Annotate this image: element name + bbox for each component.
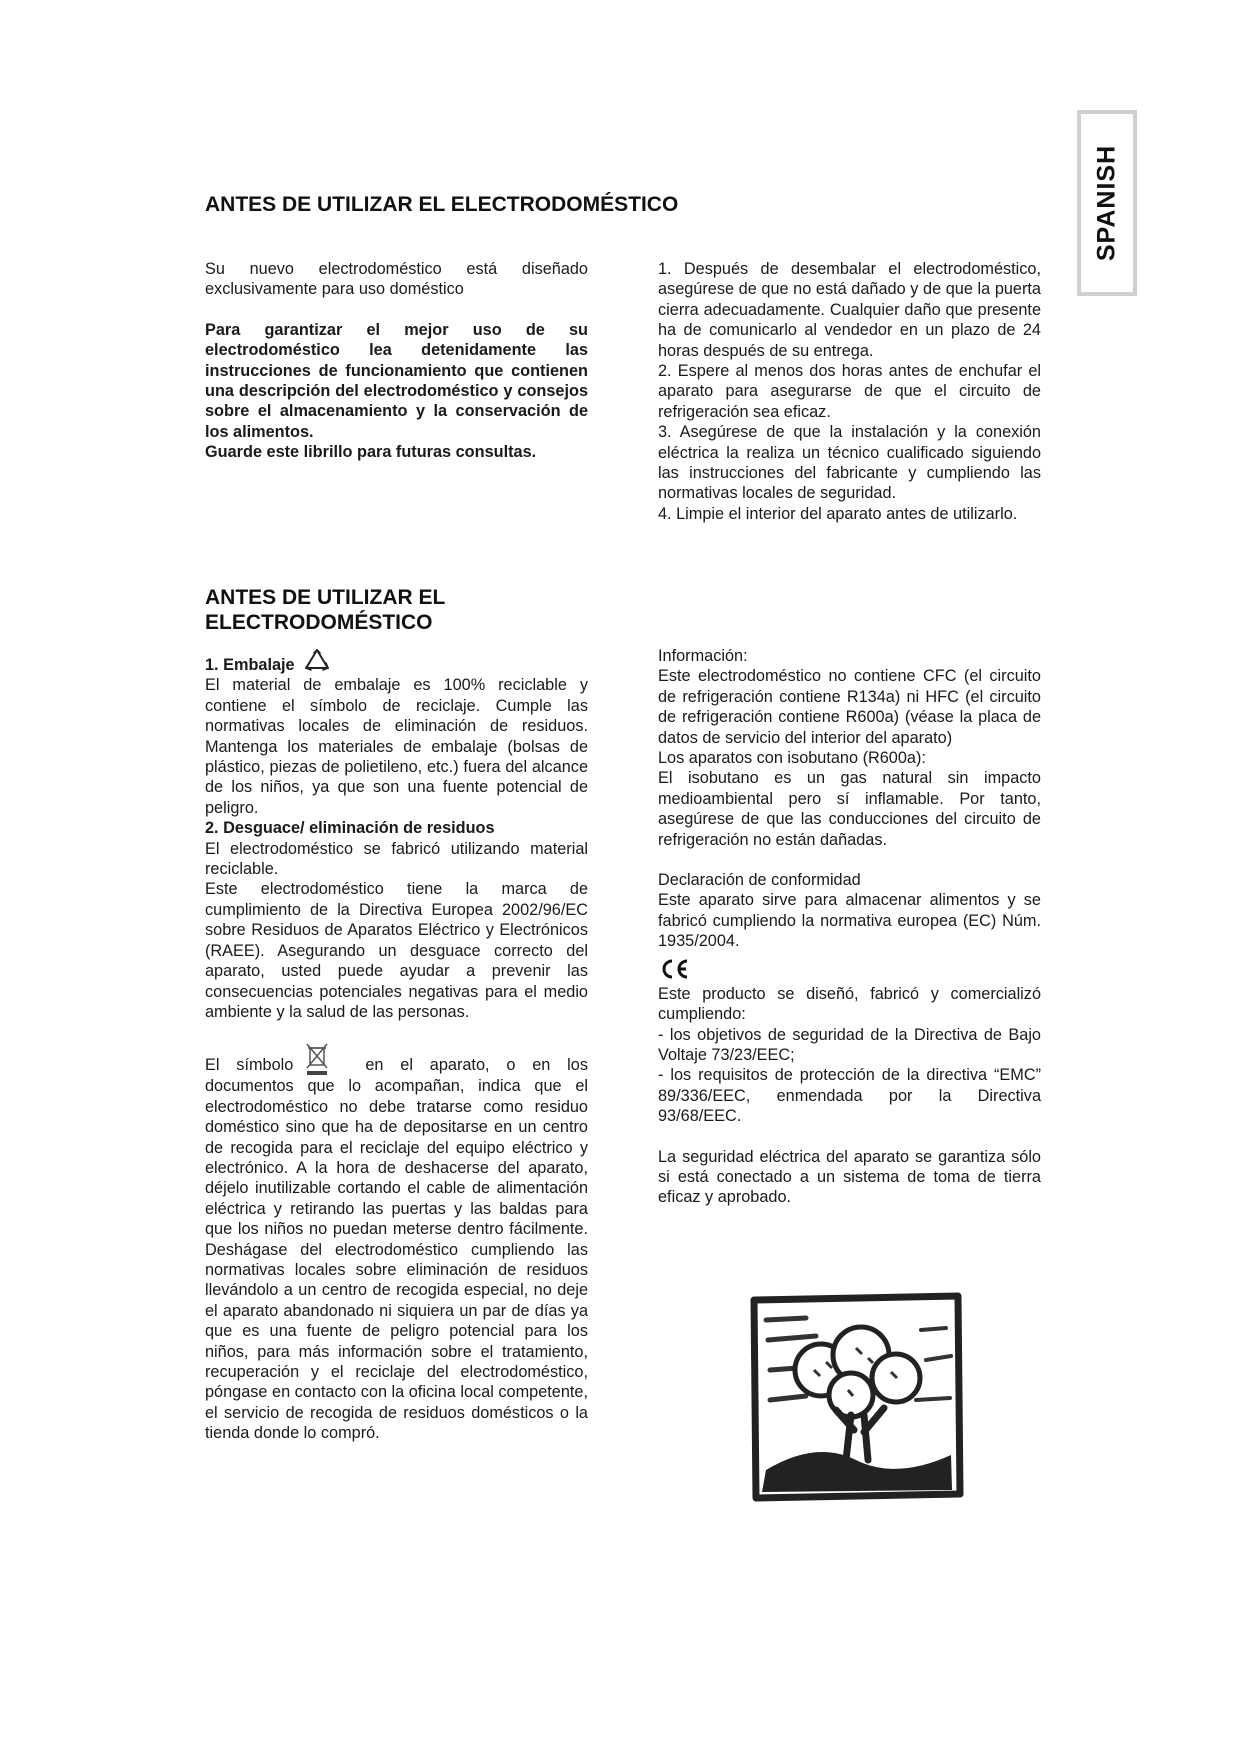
second-heading: ANTES DE UTILIZAR EL ELECTRODOMÉSTICO (205, 586, 445, 634)
low-voltage-directive: - los objetivos de seguridad de la Directiva de Bajo Voltaje 73/23/EEC; (658, 1025, 1041, 1064)
isobutane-text: El isobutano es un gas natural sin impacto medioambiental pero sí inflamable. Por tanto, asegúrese de que las conducciones del circuito de refrigeración no están dañadas. (658, 769, 1041, 849)
intro-instructions: Para garantizar el mejor uso de su electrodoméstico lea detenidamente las instrucciones de funcionamiento que contienen una descripción del electrodoméstico y consejos sobre el almacenamiento y la conservación de los alimentos. (205, 320, 588, 441)
info-conformity-section (658, 646, 1041, 1208)
packaging-disposal-section (205, 648, 588, 1444)
intro-section (205, 259, 588, 463)
recycle-icon (303, 648, 331, 674)
isobutane-title: Los aparatos con isobutano (R600a): (658, 749, 926, 768)
packaging-title-line (205, 648, 588, 675)
packaging-title: 1. Embalaje (205, 656, 295, 674)
disposal-title: 2. Desguace/ eliminación de residuos (205, 819, 495, 838)
emc-directive: - los requisitos de protección de la directiva “EMC” 89/336/EEC, enmendada por la Directiva 93/68/EEC. (658, 1066, 1041, 1126)
eco-tree-logo (746, 1290, 968, 1504)
symbol-explanation: en el aparato, o en los documentos que lo acompañan, indica que el electrodoméstico no debe tratarse como residuo doméstico sino que ha de depositarse en un centro de recogida para el reciclaje del equipo eléctrico y electrónico. A la hora de deshacerse del aparato, déjelo inutilizable cortando el cable de alimentación eléctrica y retirando las puertas y las baldas para que los niños no puedan meterse dentro fácilmente. Deshágase del electrodoméstico cumpliendo las normativas locales sobre eliminación de residuos llevándolo a un centro de recogida especial, no deje el aparato abandonado ni siquiera un par de días ya que es una fuente de peligro potencial para los niños, para más información sobre el tratamiento, recuperación y el reciclaje del electrodoméstico, póngase en contacto con la oficina local competente, el servicio de recogida de residuos domésticos o la tienda donde lo compró. (205, 1056, 588, 1443)
info-refrigerant-text: Este electrodoméstico no contiene CFC (el circuito de refrigeración contiene R134a) ni HFC (el circuito de refrigeración contiene R600a) (véase la placa de datos de servicio del interior del aparato) (658, 667, 1041, 747)
packaging-text: El material de embalaje es 100% reciclable y contiene el símbolo de reciclaje. Cumple las normativas locales de eliminación de residuos. Mantenga los materiales de embalaje (bolsas de plástico, piezas de polietileno, etc.) fuera del alcance de los niños, ya que son una fuente potencial de peligro. (205, 676, 588, 817)
conformity-food-text: Este aparato sirve para almacenar alimentos y se fabricó cumpliendo la normativa europea (EC) Núm. 1935/2004. (658, 891, 1041, 951)
setup-steps (658, 259, 1041, 524)
conformity-compliance-text: Este producto se diseñó, fabricó y comercializó cumpliendo: (658, 984, 1041, 1024)
disposal-symbol-text (205, 1042, 588, 1443)
symbol-intro: El símbolo (205, 1056, 294, 1075)
main-heading: ANTES DE UTILIZAR EL ELECTRODOMÉSTICO (205, 193, 679, 216)
language-tab-label: SPANISH (1092, 144, 1121, 262)
crossed-bin-icon (303, 1042, 331, 1076)
step-item: 3. Asegúrese de que la instalación y la conexión eléctrica la realiza un técnico cualificado siguiendo las instrucciones del fabricante y cumpliendo las normativas locales de seguridad. (658, 423, 1041, 503)
disposal-weee-text: Este electrodoméstico tiene la marca de cumplimiento de la Directiva Europea 2002/96/EC sobre Residuos de Aparatos Eléctrico y Electrónicos (RAEE). Asegurando un desguace correcto del aparato, usted puede ayudar a prevenir las consecuencias potenciales negativas para el medio ambiente y la salud de las personas. (205, 880, 588, 1021)
language-tab (1077, 110, 1137, 296)
electrical-safety-text: La seguridad eléctrica del aparato se garantiza sólo si está conectado a un sistema de toma de tierra eficaz y aprobado. (658, 1147, 1041, 1207)
step-item: 1. Después de desembalar el electrodoméstico, asegúrese de que no está dañado y de que la puerta cierra adecuadamente. Cualquier daño que presente ha de comunicarlo al vendedor en un plazo de 24 horas después de su entrega. (658, 260, 1041, 360)
intro-text: Su nuevo electrodoméstico está diseñado exclusivamente para uso doméstico (205, 260, 588, 299)
step-item: 4. Limpie el interior del aparato antes de utilizarlo. (658, 504, 1018, 523)
ce-mark-icon (659, 958, 689, 980)
info-title: Información: (658, 647, 748, 665)
intro-keep-booklet: Guarde este librillo para futuras consultas. (205, 443, 537, 462)
disposal-recyclable-text: El electrodoméstico se fabricó utilizando material reciclable. (205, 839, 588, 879)
conformity-title: Declaración de conformidad (658, 871, 861, 890)
step-item: 2. Espere al menos dos horas antes de enchufar el aparato para asegurarse de que el circuito de refrigeración sea eficaz. (658, 362, 1041, 421)
